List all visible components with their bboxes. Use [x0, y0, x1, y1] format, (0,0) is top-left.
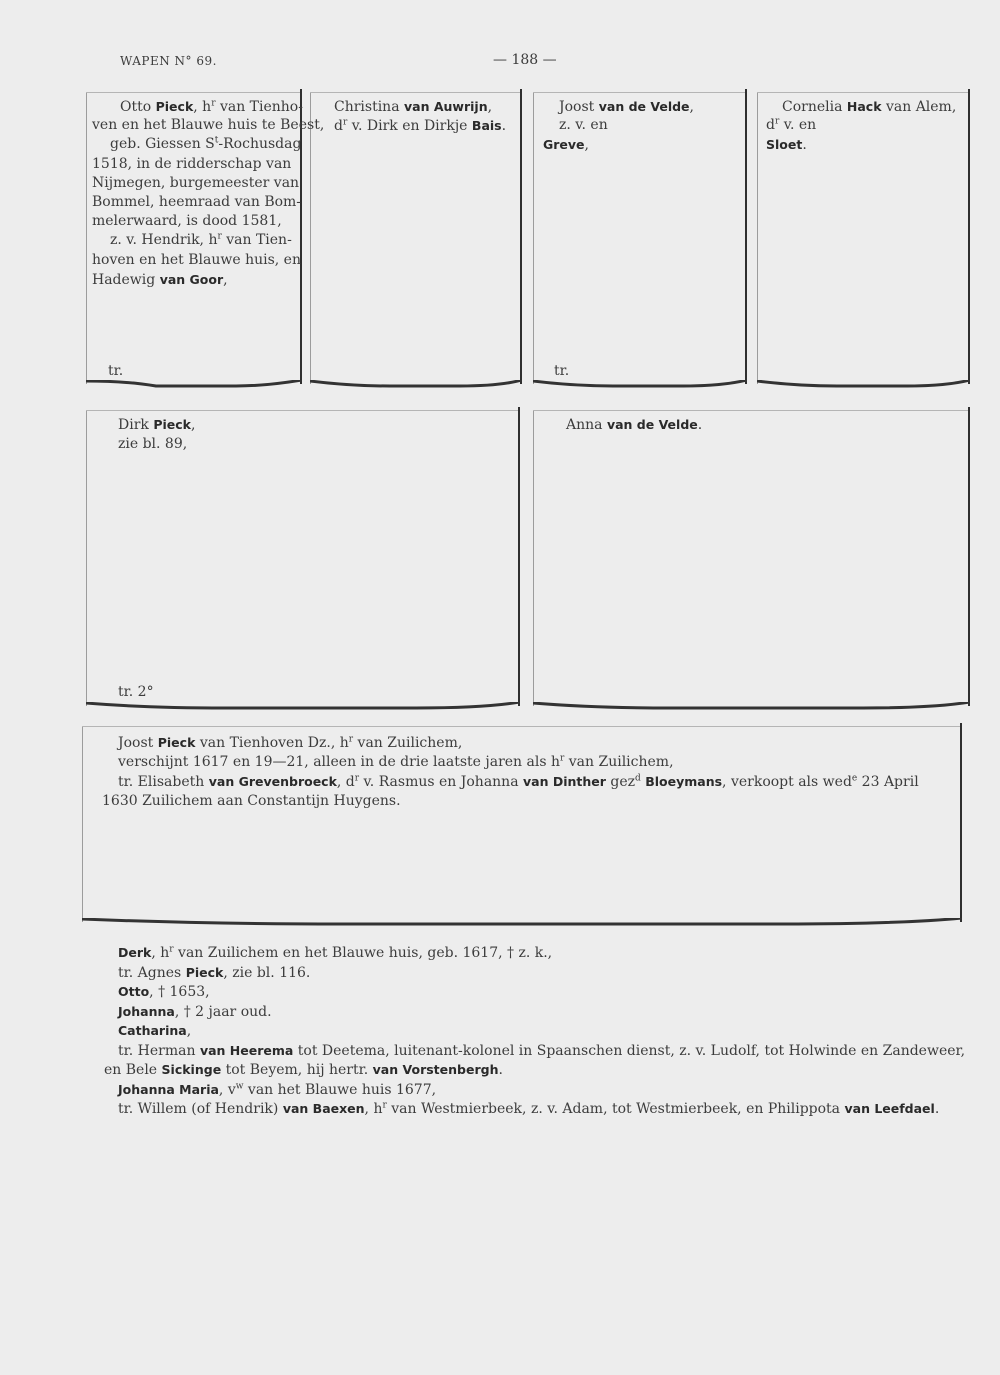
text-line: tr. Willem (of Hendrik) van Baexen, $h^r$ van Westmierbeek, z. v. Adam, tot Westmierbeek, en Philippota van Leefdael.: [118, 1100, 940, 1117]
text-line: Johanna Maria, $v^w$ van het Blauwe huis 1677,: [118, 1080, 437, 1098]
brace: [533, 380, 747, 392]
name-bold: van Leefdael: [844, 1101, 935, 1116]
brace: [533, 702, 970, 714]
otto-tr: tr.: [108, 363, 124, 379]
brace: [86, 702, 520, 714]
text-line: Cornelia Hack van Alem,: [782, 99, 957, 115]
name-bold: Bais: [471, 118, 502, 134]
joost-tr: tr.: [554, 363, 570, 379]
name-bold: Pieck: [185, 964, 224, 980]
text-line: tr. Elisabeth van Grevenbroeck, $d^r$ v. Rasmus en Johanna van Dinther gez$^d$ Bloeymans, verkoopt als wed$^e$ 23 April: [118, 773, 919, 790]
text-line: tr. Herman van Heerema tot Deetema, luitenant-kolonel in Spaanschen dienst, z. v. Ludolf, tot Holwinde en Zandeweer,: [118, 1042, 966, 1059]
text-line: verschijnt 1617 en 19—21, alleen in de drie laatste jaren als $h^r$ van Zuilichem,: [118, 752, 674, 770]
text-line: Sloet.: [766, 137, 807, 154]
text-line: 1518, in de ridderschap van: [92, 155, 292, 172]
text-line: tr. Agnes Pieck, zie bl. 116.: [118, 964, 311, 981]
brace: [82, 918, 962, 930]
text-line: Greve,: [543, 137, 589, 154]
text-line: hoven en het Blauwe huis, en: [92, 251, 301, 268]
text-line: en Bele Sickinge tot Beyem, hij hertr. van Vorstenbergh.: [104, 1062, 503, 1078]
name-bold: Hack: [846, 99, 882, 114]
brace: [757, 380, 970, 392]
text-line: 1630 Zuilichem aan Constantijn Huygens.: [102, 792, 401, 809]
text-line: z. v. Hendrik, $h^r$ van Tien-: [110, 231, 292, 249]
name-bold: Pieck: [153, 417, 191, 432]
text-line: Hadewig van Goor,: [92, 271, 228, 288]
text-line: melerwaard, is dood 1581,: [92, 213, 282, 230]
text-line: Joost van de Velde,: [559, 99, 694, 115]
name-bold: van de Velde: [598, 99, 690, 114]
brace: [310, 380, 522, 392]
text-line: Nijmegen, burgemeester van: [92, 174, 300, 191]
text-line: Joost Pieck van Tienhoven Dz., $h^r$ van Zuilichem,: [118, 734, 463, 751]
text-line: zie bl. 89,: [118, 435, 188, 452]
page-number: — 188 —: [493, 52, 557, 68]
name-bold: Pieck: [155, 99, 194, 114]
text-line: Dirk Pieck,: [118, 417, 196, 433]
text-line: Christina van Auwrijn,: [334, 99, 493, 115]
name-bold: Sickinge: [161, 1062, 222, 1077]
dirk-tr: tr. 2°: [118, 684, 154, 700]
text-line: Bommel, heemraad van Bom-: [92, 194, 302, 210]
name-bold: van de Velde: [606, 417, 698, 432]
name-bold: van Goor: [159, 271, 224, 287]
name-bold: Sloet: [766, 137, 803, 153]
text-line: geb. Giessen $S^t$-Rochusdag: [110, 135, 302, 153]
text-line: Catharina,: [118, 1023, 192, 1039]
text-line: Derk, $h^r$ van Zuilichem en het Blauwe huis, geb. 1617, † z. k.,: [118, 944, 553, 961]
text-line: Anna van de Velde.: [566, 417, 703, 433]
name-bold: van Auwrijn: [404, 99, 488, 114]
text-line: Otto Pieck, $h^r$ van Tienho-: [120, 98, 303, 115]
name-bold: Johanna: [118, 1003, 175, 1019]
brace: [86, 380, 302, 392]
name-bold: van Baexen: [282, 1101, 365, 1116]
text-line: Johanna, † 2 jaar oud.: [118, 1003, 272, 1020]
name-bold: Otto: [118, 984, 150, 999]
box-anna: [533, 410, 970, 706]
box-dirk: [86, 410, 520, 706]
text-line: $d^r$ v. Dirk en Dirkje Bais.: [334, 117, 507, 135]
name-bold: van Vorstenbergh: [372, 1062, 499, 1077]
name-bold: Pieck: [157, 735, 196, 750]
name-bold: Derk: [118, 945, 152, 960]
name-bold: Greve: [543, 137, 585, 153]
name-bold: van Grevenbroeck: [208, 774, 337, 789]
name-bold: Catharina: [118, 1023, 187, 1038]
name-bold: Johanna Maria: [118, 1081, 219, 1097]
text-line: z. v. en: [559, 117, 608, 134]
text-line: Otto, † 1653,: [118, 984, 210, 1000]
arms-number: WAPEN N° 69.: [120, 54, 217, 68]
name-bold: van Heerema: [199, 1042, 294, 1058]
name-bold: Bloeymans: [645, 774, 723, 789]
text-line: $d^r$ v. en: [766, 116, 817, 134]
text-line: ven en het Blauwe huis te Beest,: [92, 117, 325, 134]
name-bold: van Dinther: [523, 774, 606, 789]
